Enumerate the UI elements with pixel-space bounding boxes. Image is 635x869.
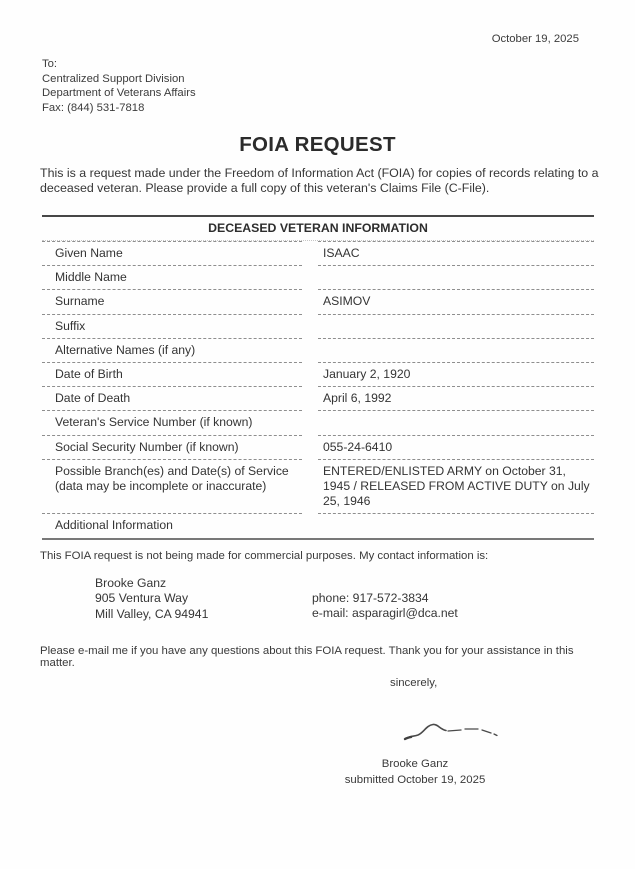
signed-name: Brooke Ganz xyxy=(381,758,449,770)
document-date: October 19, 2025 xyxy=(491,33,579,45)
contact-name: Brooke Ganz xyxy=(95,576,167,590)
field-value xyxy=(318,410,594,434)
field-label: Alternative Names (if any) xyxy=(42,338,302,362)
field-label: Additional Information xyxy=(42,513,302,537)
field-value: ENTERED/ENLISTED ARMY on October 31, 1945 / RELEASED FROM ACTIVE DUTY on July 25, 1946 xyxy=(318,459,594,514)
field-label: Social Security Number (if known) xyxy=(42,435,302,459)
field-label: Possible Branch(es) and Date(s) of Service (data may be incomplete or inaccurate) xyxy=(42,459,302,514)
field-value xyxy=(318,338,594,362)
to-label: To: xyxy=(42,58,58,70)
field-label: Given Name xyxy=(42,241,302,265)
contact-address-block xyxy=(95,576,208,622)
field-value: ISAAC xyxy=(318,241,594,265)
field-label: Veteran's Service Number (if known) xyxy=(42,410,302,434)
page-title: FOIA REQUEST xyxy=(239,133,396,156)
submitted-date: submitted October 19, 2025 xyxy=(344,773,486,786)
field-label: Middle Name xyxy=(42,265,302,289)
intro-paragraph: This is a request made under the Freedom of Information Act (FOIA) for copies of records relating to a deceased veteran. Please provide a full copy of this veteran's Claims File (C-File). xyxy=(40,166,599,196)
recipient-line-1: Centralized Support Division xyxy=(42,72,185,85)
contact-address-2: Mill Valley, CA 94941 xyxy=(95,606,209,621)
veteran-info-table xyxy=(42,215,594,540)
commercial-statement: This FOIA request is not being made for commercial purposes. My contact information is: xyxy=(40,550,489,562)
closing-statement: Please e-mail me if you have any questions about this FOIA request. Thank you for your assistance in this matter. xyxy=(40,645,574,669)
field-label: Surname xyxy=(42,289,302,313)
field-value: 055-24-6410 xyxy=(318,435,594,459)
field-label: Date of Birth xyxy=(42,362,302,386)
recipient-block xyxy=(42,57,196,115)
field-label: Suffix xyxy=(42,314,302,338)
field-value xyxy=(318,314,594,338)
contact-phone-email-block xyxy=(312,591,458,622)
field-label: Date of Death xyxy=(42,386,302,410)
recipient-line-2: Department of Veterans Affairs xyxy=(42,87,196,100)
recipient-fax-line: Fax: (844) 531-7818 xyxy=(42,101,145,114)
field-value: April 6, 1992 xyxy=(318,386,594,410)
field-value: ASIMOV xyxy=(318,289,594,313)
signature-squiggle-icon xyxy=(401,708,503,744)
field-value xyxy=(318,265,594,289)
contact-address-1: 905 Ventura Way xyxy=(95,591,189,606)
field-value: January 2, 1920 xyxy=(318,362,594,386)
contact-email: e-mail: asparagirl@dca.net xyxy=(312,606,458,621)
salutation: sincerely, xyxy=(390,677,438,689)
contact-phone: phone: 917-572-3834 xyxy=(312,591,429,605)
field-value xyxy=(318,513,594,537)
table-header: DECEASED VETERAN INFORMATION xyxy=(42,217,594,241)
signature-name-block xyxy=(315,757,515,788)
